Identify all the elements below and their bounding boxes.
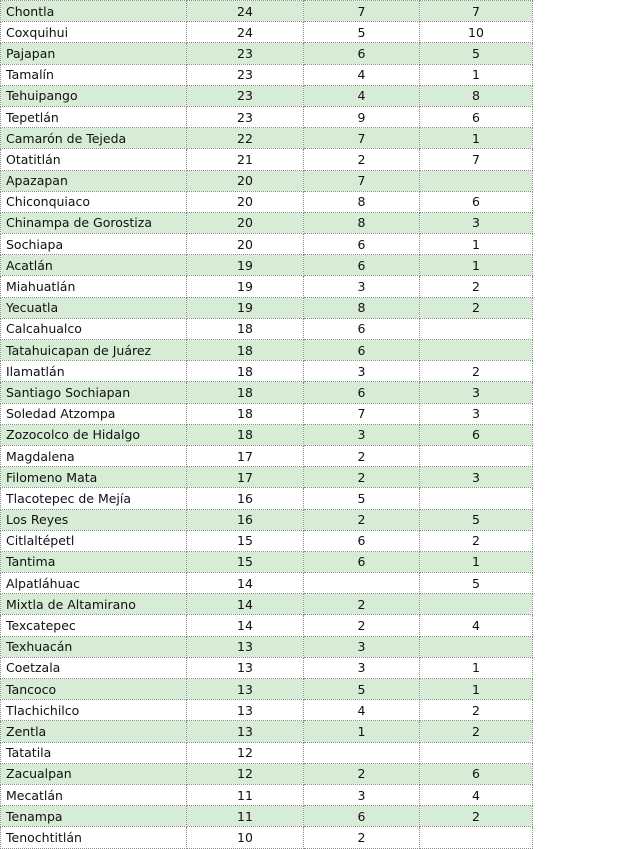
table-row <box>1 467 533 488</box>
table-row <box>1 1 533 22</box>
table-body <box>1 1 533 849</box>
value-col1-cell: 10 <box>187 827 304 848</box>
value-col1-cell: 14 <box>187 573 304 594</box>
municipality-cell: Tehuipango <box>1 85 187 106</box>
value-col2-cell: 9 <box>304 106 420 127</box>
table-row <box>1 763 533 784</box>
value-col2-cell: 2 <box>304 149 420 170</box>
table-row <box>1 594 533 615</box>
value-col3-cell: 4 <box>420 784 533 805</box>
value-col3-cell: 2 <box>420 806 533 827</box>
municipality-cell: Tenampa <box>1 806 187 827</box>
table-row <box>1 424 533 445</box>
value-col2-cell: 6 <box>304 43 420 64</box>
table-row <box>1 318 533 339</box>
value-col2-cell: 5 <box>304 488 420 509</box>
value-col1-cell: 19 <box>187 297 304 318</box>
value-col2-cell: 6 <box>304 255 420 276</box>
value-col1-cell: 15 <box>187 551 304 572</box>
municipality-cell: Pajapan <box>1 43 187 64</box>
value-col3-cell: 1 <box>420 128 533 149</box>
table-row <box>1 149 533 170</box>
table-row <box>1 742 533 763</box>
municipality-cell: Calcahualco <box>1 318 187 339</box>
value-col3-cell <box>420 170 533 191</box>
value-col1-cell: 19 <box>187 255 304 276</box>
municipality-cell: Filomeno Mata <box>1 467 187 488</box>
municipality-cell: Apazapan <box>1 170 187 191</box>
municipality-cell: Magdalena <box>1 445 187 466</box>
value-col3-cell: 2 <box>420 700 533 721</box>
value-col1-cell: 20 <box>187 191 304 212</box>
value-col1-cell: 17 <box>187 445 304 466</box>
municipality-cell: Mecatlán <box>1 784 187 805</box>
table-row <box>1 85 533 106</box>
value-col2-cell: 6 <box>304 806 420 827</box>
value-col3-cell: 5 <box>420 509 533 530</box>
table-row <box>1 827 533 848</box>
table-row <box>1 488 533 509</box>
table-row <box>1 509 533 530</box>
municipality-cell: Tatatila <box>1 742 187 763</box>
table-row <box>1 784 533 805</box>
municipality-cell: Tancoco <box>1 679 187 700</box>
table-row <box>1 679 533 700</box>
value-col3-cell: 2 <box>420 276 533 297</box>
value-col1-cell: 18 <box>187 424 304 445</box>
value-col1-cell: 17 <box>187 467 304 488</box>
table-row <box>1 615 533 636</box>
value-col1-cell: 23 <box>187 64 304 85</box>
value-col1-cell: 11 <box>187 784 304 805</box>
municipality-cell: Tenochtitlán <box>1 827 187 848</box>
value-col3-cell <box>420 636 533 657</box>
value-col2-cell: 6 <box>304 530 420 551</box>
value-col2-cell: 2 <box>304 615 420 636</box>
value-col2-cell: 3 <box>304 424 420 445</box>
table-row <box>1 22 533 43</box>
value-col1-cell: 24 <box>187 22 304 43</box>
value-col2-cell: 1 <box>304 721 420 742</box>
municipality-cell: Tlachichilco <box>1 700 187 721</box>
table-row <box>1 255 533 276</box>
value-col3-cell: 7 <box>420 149 533 170</box>
value-col3-cell: 2 <box>420 297 533 318</box>
municipality-cell: Acatlán <box>1 255 187 276</box>
value-col3-cell: 6 <box>420 106 533 127</box>
value-col2-cell: 6 <box>304 318 420 339</box>
municipality-cell: Tantima <box>1 551 187 572</box>
municipality-cell: Zentla <box>1 721 187 742</box>
value-col1-cell: 18 <box>187 318 304 339</box>
value-col1-cell: 18 <box>187 382 304 403</box>
value-col2-cell: 3 <box>304 784 420 805</box>
value-col1-cell: 13 <box>187 700 304 721</box>
value-col2-cell: 6 <box>304 382 420 403</box>
table-row <box>1 721 533 742</box>
value-col3-cell <box>420 340 533 361</box>
value-col1-cell: 12 <box>187 763 304 784</box>
value-col1-cell: 11 <box>187 806 304 827</box>
value-col2-cell: 2 <box>304 763 420 784</box>
value-col1-cell: 20 <box>187 234 304 255</box>
value-col2-cell: 3 <box>304 636 420 657</box>
value-col2-cell: 3 <box>304 276 420 297</box>
value-col2-cell: 6 <box>304 551 420 572</box>
value-col2-cell: 7 <box>304 403 420 424</box>
municipality-cell: Coxquihui <box>1 22 187 43</box>
value-col3-cell <box>420 742 533 763</box>
municipality-cell: Chiconquiaco <box>1 191 187 212</box>
value-col2-cell: 3 <box>304 657 420 678</box>
value-col2-cell: 6 <box>304 234 420 255</box>
value-col3-cell <box>420 488 533 509</box>
municipality-cell: Tatahuicapan de Juárez <box>1 340 187 361</box>
value-col1-cell: 14 <box>187 594 304 615</box>
municipality-cell: Mixtla de Altamirano <box>1 594 187 615</box>
value-col3-cell: 8 <box>420 85 533 106</box>
table-row <box>1 403 533 424</box>
value-col3-cell: 6 <box>420 191 533 212</box>
value-col1-cell: 21 <box>187 149 304 170</box>
value-col1-cell: 12 <box>187 742 304 763</box>
value-col2-cell: 2 <box>304 445 420 466</box>
value-col3-cell: 1 <box>420 679 533 700</box>
value-col2-cell: 5 <box>304 22 420 43</box>
value-col1-cell: 20 <box>187 170 304 191</box>
municipality-cell: Tlacotepec de Mejía <box>1 488 187 509</box>
municipality-cell: Los Reyes <box>1 509 187 530</box>
value-col1-cell: 23 <box>187 43 304 64</box>
table-row <box>1 530 533 551</box>
value-col1-cell: 13 <box>187 636 304 657</box>
value-col3-cell: 4 <box>420 615 533 636</box>
table-row <box>1 551 533 572</box>
value-col1-cell: 13 <box>187 657 304 678</box>
value-col2-cell: 2 <box>304 467 420 488</box>
value-col3-cell: 5 <box>420 573 533 594</box>
table-row <box>1 170 533 191</box>
municipality-cell: Zacualpan <box>1 763 187 784</box>
value-col2-cell: 3 <box>304 361 420 382</box>
value-col1-cell: 23 <box>187 85 304 106</box>
municipality-cell: Camarón de Tejeda <box>1 128 187 149</box>
value-col3-cell: 3 <box>420 382 533 403</box>
value-col2-cell: 7 <box>304 128 420 149</box>
value-col2-cell: 2 <box>304 509 420 530</box>
value-col3-cell: 1 <box>420 255 533 276</box>
value-col1-cell: 13 <box>187 679 304 700</box>
value-col2-cell: 4 <box>304 85 420 106</box>
value-col2-cell: 8 <box>304 212 420 233</box>
municipality-cell: Soledad Atzompa <box>1 403 187 424</box>
value-col1-cell: 18 <box>187 361 304 382</box>
value-col1-cell: 22 <box>187 128 304 149</box>
value-col2-cell: 4 <box>304 700 420 721</box>
value-col2-cell: 2 <box>304 594 420 615</box>
table-row <box>1 573 533 594</box>
municipality-cell: Citlaltépetl <box>1 530 187 551</box>
value-col3-cell: 1 <box>420 657 533 678</box>
table-row <box>1 297 533 318</box>
value-col3-cell: 5 <box>420 43 533 64</box>
value-col3-cell: 6 <box>420 424 533 445</box>
municipality-cell: Alpatláhuac <box>1 573 187 594</box>
value-col2-cell: 4 <box>304 64 420 85</box>
table-row <box>1 636 533 657</box>
municipality-cell: Yecuatla <box>1 297 187 318</box>
value-col1-cell: 16 <box>187 488 304 509</box>
value-col3-cell <box>420 318 533 339</box>
value-col1-cell: 23 <box>187 106 304 127</box>
value-col2-cell: 7 <box>304 170 420 191</box>
value-col3-cell: 1 <box>420 234 533 255</box>
municipality-cell: Tamalín <box>1 64 187 85</box>
value-col3-cell: 3 <box>420 212 533 233</box>
municipality-cell: Sochiapa <box>1 234 187 255</box>
municipality-cell: Ilamatlán <box>1 361 187 382</box>
municipality-cell: Texhuacán <box>1 636 187 657</box>
table-row <box>1 806 533 827</box>
value-col3-cell: 10 <box>420 22 533 43</box>
value-col3-cell: 7 <box>420 1 533 22</box>
table-row <box>1 340 533 361</box>
municipality-cell: Chontla <box>1 1 187 22</box>
table-row <box>1 276 533 297</box>
table-row <box>1 128 533 149</box>
municipality-cell: Texcatepec <box>1 615 187 636</box>
value-col2-cell: 7 <box>304 1 420 22</box>
value-col3-cell <box>420 594 533 615</box>
value-col2-cell: 6 <box>304 340 420 361</box>
value-col3-cell: 1 <box>420 551 533 572</box>
value-col2-cell <box>304 573 420 594</box>
municipality-cell: Santiago Sochiapan <box>1 382 187 403</box>
municipality-cell: Otatitlán <box>1 149 187 170</box>
value-col1-cell: 20 <box>187 212 304 233</box>
table-row <box>1 64 533 85</box>
table-row <box>1 212 533 233</box>
value-col3-cell <box>420 827 533 848</box>
value-col3-cell <box>420 445 533 466</box>
value-col1-cell: 19 <box>187 276 304 297</box>
value-col1-cell: 14 <box>187 615 304 636</box>
table-row <box>1 106 533 127</box>
table-row <box>1 43 533 64</box>
value-col3-cell: 3 <box>420 403 533 424</box>
municipality-cell: Miahuatlán <box>1 276 187 297</box>
value-col3-cell: 6 <box>420 763 533 784</box>
value-col1-cell: 18 <box>187 403 304 424</box>
value-col2-cell: 2 <box>304 827 420 848</box>
value-col1-cell: 15 <box>187 530 304 551</box>
table-row <box>1 382 533 403</box>
value-col1-cell: 24 <box>187 1 304 22</box>
value-col1-cell: 18 <box>187 340 304 361</box>
value-col2-cell <box>304 742 420 763</box>
value-col3-cell: 2 <box>420 530 533 551</box>
municipality-cell: Zozocolco de Hidalgo <box>1 424 187 445</box>
municipality-cell: Chinampa de Gorostiza <box>1 212 187 233</box>
value-col2-cell: 8 <box>304 297 420 318</box>
table-row <box>1 361 533 382</box>
value-col3-cell: 2 <box>420 721 533 742</box>
table-row <box>1 234 533 255</box>
table-row <box>1 445 533 466</box>
table-row <box>1 657 533 678</box>
value-col2-cell: 8 <box>304 191 420 212</box>
municipality-cell: Coetzala <box>1 657 187 678</box>
value-col2-cell: 5 <box>304 679 420 700</box>
table-row <box>1 700 533 721</box>
municipality-cell: Tepetlán <box>1 106 187 127</box>
value-col1-cell: 13 <box>187 721 304 742</box>
table-row <box>1 191 533 212</box>
value-col3-cell: 2 <box>420 361 533 382</box>
value-col3-cell: 1 <box>420 64 533 85</box>
value-col3-cell: 3 <box>420 467 533 488</box>
value-col1-cell: 16 <box>187 509 304 530</box>
